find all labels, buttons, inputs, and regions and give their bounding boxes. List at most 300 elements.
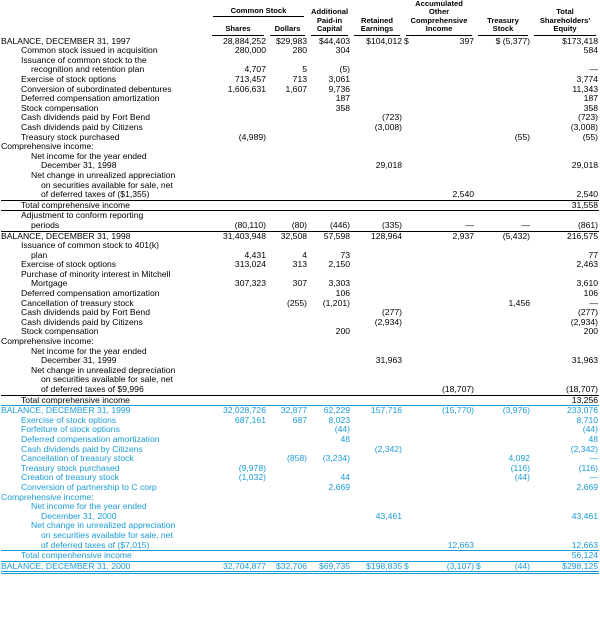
treasury-cell: [475, 395, 531, 406]
row-label: Comprehensive income:: [1, 337, 94, 347]
dollars-cell: [267, 133, 308, 143]
cell-value: 57,598: [323, 231, 351, 241]
aoci-cell: [403, 521, 475, 531]
aoci-cell: [403, 464, 475, 474]
dollars-cell: [267, 142, 308, 152]
table-row: [1, 260, 599, 270]
apic-cell: [308, 279, 351, 289]
dollars-cell: [267, 260, 308, 270]
aoci-cell: [403, 366, 475, 376]
cell-value: 3,774: [576, 75, 599, 84]
equity-table: [1, 0, 599, 574]
dollars-cell: [267, 299, 308, 309]
apic-cell: [308, 171, 351, 181]
dollars-cell: [267, 46, 308, 56]
apic-cell: [308, 385, 351, 395]
row-label: Purchase of minority interest in Mitchell: [21, 269, 171, 279]
shares-cell: [209, 512, 267, 522]
dollars-cell: [267, 75, 308, 85]
treasury-cell: [475, 299, 531, 309]
total-cell: [531, 37, 599, 47]
total-cell: [531, 113, 599, 123]
cell-value: 4,092: [508, 454, 531, 464]
shares-cell: [209, 221, 267, 231]
apic-cell: [308, 46, 351, 56]
total-cell: [531, 454, 599, 464]
total-cell: [531, 425, 599, 435]
table-row: [1, 75, 599, 85]
total-cell: [531, 464, 599, 474]
total-cell: [531, 46, 599, 56]
cell-value: (723): [381, 113, 403, 123]
table-row: [1, 279, 599, 289]
retained-cell: [351, 190, 403, 200]
shares-cell: [209, 337, 267, 347]
treasury-cell: [475, 406, 531, 416]
dollars-cell: [267, 161, 308, 171]
table-row: [1, 37, 599, 47]
treasury-cell: [475, 347, 531, 357]
dollars-cell: [267, 551, 308, 562]
cell-value: (44): [334, 425, 351, 435]
retained-cell: [351, 473, 403, 483]
row-label: Cash dividends paid by Citizens: [21, 317, 143, 327]
cell-value: 73: [340, 250, 351, 260]
cell-value: 77: [588, 250, 599, 260]
aoci-cell: [403, 512, 475, 522]
table-row: [1, 94, 599, 104]
total-cell: [531, 241, 599, 251]
cell-value: 8,023: [328, 415, 351, 425]
total-cell: [531, 347, 599, 357]
total-cell: [531, 385, 599, 395]
aoci-cell: [403, 308, 475, 318]
retained-cell: [351, 85, 403, 95]
shares-cell: [209, 502, 267, 512]
total-cell: [531, 299, 599, 309]
total-cell: [531, 260, 599, 270]
apic-cell: [308, 190, 351, 200]
shares-cell: [209, 171, 267, 181]
apic-cell: [308, 347, 351, 357]
table-row: [1, 181, 599, 191]
row-label: on securities available for sale, net: [41, 180, 173, 190]
cell-value: 157,716: [370, 405, 403, 416]
retained-cell: [351, 152, 403, 162]
cell-value: (116): [510, 463, 531, 473]
apic-cell: [308, 435, 351, 445]
apic-cell: [308, 241, 351, 251]
shares-cell: [209, 85, 267, 95]
cell-value: $44,403: [318, 36, 351, 46]
apic-cell: [308, 512, 351, 522]
apic-cell: [308, 356, 351, 366]
row-label: BALANCE, DECEMBER 31, 1999: [1, 406, 209, 416]
cell-value: 280: [292, 46, 308, 56]
treasury-cell: [475, 454, 531, 464]
cell-value: (9,978): [238, 463, 266, 473]
table-row: [1, 231, 599, 241]
dollars-cell: [267, 200, 308, 211]
row-label: Net income for the year ended: [31, 151, 147, 161]
row-label: Treasury stock purchased: [21, 132, 120, 142]
shares-cell: [209, 251, 267, 261]
table-row: [1, 337, 599, 347]
header-aoci: Accumulated Other Comprehensive Income: [403, 0, 475, 37]
cell-value: 584: [583, 46, 599, 56]
treasury-cell: [475, 94, 531, 104]
total-cell: [531, 395, 599, 406]
dollars-cell: [267, 347, 308, 357]
cell-value: 3,303: [328, 279, 351, 289]
shares-cell: [209, 241, 267, 251]
dollars-cell: [267, 113, 308, 123]
row-label: Common stock issued in acquisition: [21, 46, 158, 56]
total-cell: [531, 56, 599, 66]
cell-value: $104,012: [366, 36, 403, 46]
cell-value: 2,540: [452, 190, 475, 200]
cell-value: 187: [583, 94, 599, 104]
header-dollars: Dollars: [267, 17, 308, 36]
aoci-cell: [403, 279, 475, 289]
header-total: Total Shareholders' Equity: [531, 0, 599, 37]
treasury-cell: [475, 531, 531, 541]
dollars-cell: [267, 279, 308, 289]
total-cell: [531, 483, 599, 493]
total-cell: [531, 123, 599, 133]
cell-value: 304: [335, 46, 351, 56]
retained-cell: [351, 512, 403, 522]
dollars-cell: [267, 454, 308, 464]
dollars-cell: [267, 416, 308, 426]
row-label: Net income for the year ended: [31, 502, 147, 512]
dollars-cell: [267, 308, 308, 318]
row-label: Total compenhensive income: [1, 551, 209, 562]
table-row: [1, 347, 599, 357]
cell-value: (4,989): [238, 132, 266, 142]
treasury-cell: [475, 512, 531, 522]
retained-cell: [351, 133, 403, 143]
retained-cell: [351, 493, 403, 503]
aoci-cell: [403, 337, 475, 347]
aoci-cell: [403, 46, 475, 56]
cell-value: 106: [335, 289, 351, 299]
table-row: [1, 211, 599, 221]
cell-value: 307: [292, 279, 308, 289]
apic-cell: [308, 75, 351, 85]
cell-value: 12,663: [447, 540, 475, 550]
retained-cell: [351, 337, 403, 347]
total-cell: [531, 473, 599, 483]
total-cell: [531, 521, 599, 531]
treasury-cell: [475, 260, 531, 270]
dollars-cell: [267, 337, 308, 347]
cell-value: $173,418: [562, 36, 599, 46]
apic-cell: [308, 502, 351, 512]
treasury-cell: [475, 464, 531, 474]
row-label: Comprehensive income:: [1, 142, 94, 152]
table-row: [1, 104, 599, 114]
treasury-cell: [475, 521, 531, 531]
table-row: [1, 356, 599, 366]
treasury-cell: [475, 171, 531, 181]
apic-cell: [308, 56, 351, 66]
shares-cell: [209, 37, 267, 47]
aoci-cell: [403, 190, 475, 200]
treasury-cell: [475, 190, 531, 200]
treasury-cell: [475, 356, 531, 366]
row-label: Cash dividends paid by Citizens: [21, 444, 143, 454]
total-cell: [531, 406, 599, 416]
treasury-cell: [475, 200, 531, 211]
total-cell: [531, 375, 599, 385]
retained-cell: [351, 221, 403, 231]
shares-cell: [209, 104, 267, 114]
shares-cell: [209, 551, 267, 562]
cell-value: 187: [335, 94, 351, 104]
cell-value: (277): [577, 308, 599, 318]
aoci-cell: [403, 356, 475, 366]
apic-cell: [308, 308, 351, 318]
aoci-cell: [403, 251, 475, 261]
total-cell: [531, 445, 599, 455]
shares-cell: [209, 113, 267, 123]
dollars-cell: [267, 531, 308, 541]
apic-cell: [308, 416, 351, 426]
retained-cell: [351, 366, 403, 376]
cell-value: (80,110): [234, 220, 266, 230]
apic-cell: [308, 395, 351, 406]
cell-value: 62,229: [323, 405, 351, 416]
dollars-cell: [267, 464, 308, 474]
aoci-cell: [403, 56, 475, 66]
treasury-cell: [475, 123, 531, 133]
shares-cell: [209, 347, 267, 357]
row-label: Net change in unrealized depreciation: [31, 365, 176, 375]
retained-cell: [351, 270, 403, 280]
row-label: Exercise of stock options: [21, 260, 117, 270]
table-row: [1, 221, 599, 231]
cell-value: 4,707: [244, 65, 266, 75]
header-treasury: Treasury Stock: [475, 0, 531, 37]
row-label: recognition and retention plan: [31, 65, 145, 75]
aoci-cell: [403, 395, 475, 406]
total-cell: [531, 493, 599, 503]
row-label: BALANCE, DECEMBER 31, 2000: [1, 561, 209, 573]
cell-value: 200: [335, 327, 351, 337]
table-row: [1, 416, 599, 426]
apic-cell: [308, 181, 351, 191]
apic-cell: [308, 561, 351, 573]
total-cell: [531, 561, 599, 573]
dollars-cell: [267, 85, 308, 95]
apic-cell: [308, 366, 351, 376]
apic-cell: [308, 133, 351, 143]
cell-value: 32,508: [280, 231, 308, 241]
cell-value: (44): [514, 561, 531, 571]
cell-value: 29,018: [375, 161, 403, 171]
total-cell: [531, 152, 599, 162]
cell-value: 3,061: [328, 75, 351, 84]
aoci-cell: [403, 473, 475, 483]
row-label: BALANCE, DECEMBER 31, 1997: [1, 36, 131, 46]
dollars-cell: [267, 318, 308, 328]
row-label: of deferred taxes of $9,996: [41, 385, 144, 394]
total-cell: [531, 231, 599, 241]
shares-cell: [209, 541, 267, 551]
retained-cell: [351, 65, 403, 75]
aoci-cell: [403, 445, 475, 455]
cell-value: 2,150: [328, 260, 351, 270]
cell-value: 2,463: [576, 260, 599, 270]
cell-value: (2,342): [374, 444, 403, 454]
cell-value: 43,461: [375, 511, 403, 521]
apic-cell: [308, 425, 351, 435]
cell-value: $ (5,377): [495, 36, 531, 46]
row-label: Cash dividends paid by Fort Bend: [21, 308, 150, 318]
cell-value: —: [465, 220, 475, 230]
cell-value: (3,008): [374, 122, 403, 132]
cell-value: 358: [583, 103, 599, 113]
shares-cell: [209, 161, 267, 171]
treasury-cell: [475, 221, 531, 231]
treasury-cell: [475, 104, 531, 114]
cell-value: (18,707): [566, 385, 599, 394]
row-label: Cash dividends paid by Fort Bend: [21, 113, 150, 123]
cell-value: 4,431: [244, 250, 266, 260]
treasury-cell: [475, 416, 531, 426]
aoci-cell: [403, 123, 475, 133]
cell-value: 397: [459, 36, 475, 46]
treasury-cell: [475, 75, 531, 85]
treasury-cell: [475, 502, 531, 512]
cell-value: $69,735: [318, 561, 351, 571]
treasury-cell: [475, 85, 531, 95]
aoci-cell: [403, 231, 475, 241]
dollars-cell: [267, 512, 308, 522]
cell-value: 43,461: [571, 511, 599, 521]
cell-value: 44: [340, 473, 351, 483]
aoci-cell: [403, 327, 475, 337]
cell-value: 128,964: [370, 231, 403, 241]
total-cell: [531, 541, 599, 551]
cell-value: 713: [292, 75, 308, 84]
apic-cell: [308, 531, 351, 541]
total-cell: [531, 181, 599, 191]
shares-cell: [209, 395, 267, 406]
apic-cell: [308, 299, 351, 309]
cell-value: (116): [578, 463, 599, 473]
table-row: [1, 152, 599, 162]
retained-cell: [351, 113, 403, 123]
treasury-cell: [475, 279, 531, 289]
table-row: [1, 435, 599, 445]
table-row: [1, 65, 599, 75]
dollars-cell: [267, 385, 308, 395]
total-cell: [531, 85, 599, 95]
row-label: Mortgage: [31, 279, 68, 289]
dollars-cell: [267, 171, 308, 181]
aoci-cell: [403, 94, 475, 104]
table-row: [1, 395, 599, 406]
treasury-cell: [475, 425, 531, 435]
row-label: December 31, 1998: [41, 161, 117, 171]
apic-cell: [308, 337, 351, 347]
table-row: [1, 483, 599, 493]
row-label: on securities available for sale, net: [41, 375, 173, 385]
row-label: Deferred compensation amortization: [21, 289, 160, 299]
apic-cell: [308, 454, 351, 464]
dollars-cell: [267, 395, 308, 406]
total-cell: [531, 551, 599, 562]
apic-cell: [308, 231, 351, 241]
table-row: [1, 113, 599, 123]
cell-value: (335): [381, 220, 403, 230]
aoci-cell: [403, 502, 475, 512]
aoci-cell: [403, 211, 475, 221]
apic-cell: [308, 37, 351, 47]
cell-value: 31,403,948: [222, 231, 266, 241]
cell-value: (3,107): [446, 561, 475, 571]
cell-value: (1,201): [322, 298, 351, 308]
treasury-cell: [475, 251, 531, 261]
apic-cell: [308, 260, 351, 270]
total-cell: [531, 270, 599, 280]
cell-value: 13,256: [571, 395, 599, 405]
shares-cell: [209, 473, 267, 483]
cell-value: 1,606,631: [227, 84, 266, 94]
shares-cell: [209, 231, 267, 241]
table-row: [1, 46, 599, 56]
cell-value: 31,963: [571, 356, 599, 366]
retained-cell: [351, 104, 403, 114]
row-label: December 31, 1999: [41, 356, 117, 366]
table-row: [1, 142, 599, 152]
retained-cell: [351, 483, 403, 493]
cell-value: 8,710: [576, 415, 599, 425]
aoci-cell: [403, 406, 475, 416]
aoci-cell: [403, 416, 475, 426]
treasury-cell: [475, 161, 531, 171]
treasury-cell: [475, 551, 531, 562]
dollars-cell: [267, 356, 308, 366]
dollars-cell: [267, 37, 308, 47]
retained-cell: [351, 251, 403, 261]
row-label: Conversion of partnership to C corp: [21, 482, 157, 492]
dollars-cell: [267, 104, 308, 114]
dollars-cell: [267, 241, 308, 251]
total-cell: [531, 190, 599, 200]
retained-cell: [351, 385, 403, 395]
dollars-cell: [267, 211, 308, 221]
aoci-cell: [403, 241, 475, 251]
retained-cell: [351, 454, 403, 464]
row-label: Total comprehensive income: [1, 200, 209, 211]
treasury-cell: [475, 337, 531, 347]
retained-cell: [351, 123, 403, 133]
shares-cell: [209, 445, 267, 455]
row-label: Cash dividends paid by Citizens: [21, 122, 143, 132]
table-row: [1, 318, 599, 328]
cell-value: 48: [340, 434, 351, 444]
table-row: [1, 123, 599, 133]
apic-cell: [308, 211, 351, 221]
cell-value: (2,934): [374, 317, 403, 327]
dollars-cell: [267, 502, 308, 512]
row-label: December 31, 2000: [41, 511, 117, 521]
retained-cell: [351, 46, 403, 56]
cell-value: (861): [577, 220, 599, 230]
